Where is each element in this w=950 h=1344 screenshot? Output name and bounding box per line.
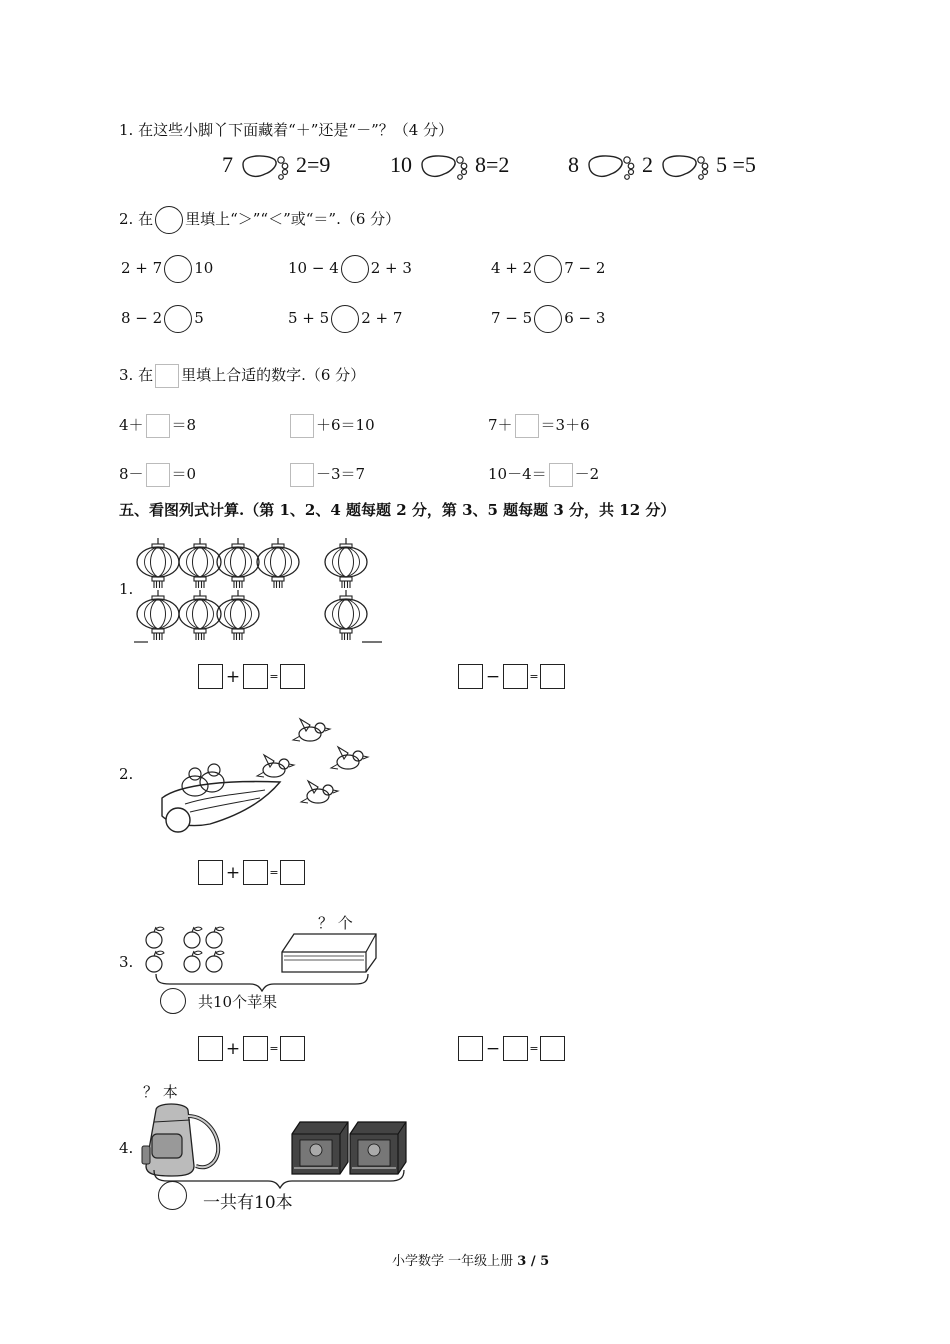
answer-box[interactable] [280,664,305,689]
answer-box[interactable] [503,1036,528,1061]
q3-r1-c1: 4＋ ＝8 [119,414,196,438]
section5-heading: 五、看图列式计算.（第 1、2、4 题每题 2 分，第 3、5 题每题 3 分，共 12 分） [119,501,676,519]
footprint-icon[interactable] [418,152,470,182]
q2-r2-c2: 5 + 5 2 + 7 [288,305,402,333]
q3-r2-c2: －3＝7 [288,463,365,487]
problem-3-total: 共10个苹果 [198,993,278,1011]
answer-circle[interactable] [160,988,186,1014]
problem-3-unknown: ？ 个 [318,914,353,932]
q2-title: 2. 在 里填上“＞”“＜”或“＝”.（6 分） [119,206,400,234]
answer-box[interactable] [549,463,573,487]
answer-box[interactable] [243,664,268,689]
birds-illustration [150,712,375,842]
answer-box[interactable] [503,664,528,689]
answer-circle[interactable] [164,305,192,333]
answer-box[interactable] [243,860,268,885]
problem-1-answer-sub: − = [458,664,565,689]
answer-box[interactable] [515,414,539,438]
q2-r1-c1: 2 + 7 10 [121,255,213,283]
answer-box[interactable] [198,664,223,689]
q1-title: 1. 在这些小脚丫下面藏着“＋”还是“－”？（4 分） [119,121,454,139]
q2-r2-c1: 8 − 2 5 [121,305,204,333]
answer-circle[interactable] [534,255,562,283]
lanterns-illustration [134,534,384,646]
footprint-icon[interactable] [239,152,291,182]
q3-r1-c3: 7＋ ＝3＋6 [488,414,590,438]
answer-box[interactable] [198,860,223,885]
q1-item-3: 8 2 5 =5 [568,152,756,182]
answer-box[interactable] [458,1036,483,1061]
answer-circle[interactable] [534,305,562,333]
circle-blank-icon [155,206,183,234]
q3-r1-c2: ＋6＝10 [288,414,375,438]
footprint-icon[interactable] [659,152,711,182]
answer-circle[interactable] [341,255,369,283]
answer-box[interactable] [146,463,170,487]
page-footer: 小学数学 一年级上册 3 / 5 [392,1254,550,1269]
problem-3-answer-sub: − = [458,1036,565,1061]
problem-2-answer-add: + = [198,860,305,885]
problem-1-answer-add: + = [198,664,305,689]
problem-4-number: 4. [119,1139,134,1157]
apples-illustration [138,926,248,976]
answer-box[interactable] [290,414,314,438]
answer-box[interactable] [198,1036,223,1061]
square-blank-icon [155,364,179,388]
answer-box[interactable] [280,1036,305,1061]
q2-r2-c3: 7 − 5 6 − 3 [491,305,605,333]
q3-r2-c3: 10－4＝ －2 [488,463,599,487]
answer-box[interactable] [458,664,483,689]
total-bracket [150,1168,410,1190]
answer-box[interactable] [290,463,314,487]
q2-r1-c3: 4 + 2 7 − 2 [491,255,605,283]
problem-1-number: 1. [119,580,134,598]
answer-circle[interactable] [331,305,359,333]
problem-3-number: 3. [119,953,134,971]
problem-4-unknown: ？ 本 [143,1083,178,1101]
answer-box[interactable] [540,1036,565,1061]
q3-title: 3. 在 里填上合适的数字.（6 分） [119,364,365,388]
q2-r1-c2: 10 − 4 2 + 3 [288,255,412,283]
answer-circle[interactable] [158,1181,187,1210]
answer-circle[interactable] [164,255,192,283]
q1-item-2: 10 8=2 [390,152,509,182]
answer-box[interactable] [280,860,305,885]
problem-2-number: 2. [119,765,134,783]
footprint-icon[interactable] [585,152,637,182]
problem-4-total: 一共有10本 [203,1193,293,1213]
backpack-icon [136,1100,224,1178]
problem-3-answer-add: + = [198,1036,305,1061]
answer-box[interactable] [243,1036,268,1061]
q3-r2-c1: 8－ ＝0 [119,463,196,487]
answer-box[interactable] [540,664,565,689]
answer-box[interactable] [146,414,170,438]
q1-item-1: 7 2=9 [222,152,330,182]
total-bracket [150,972,375,992]
box-icon [280,930,380,976]
